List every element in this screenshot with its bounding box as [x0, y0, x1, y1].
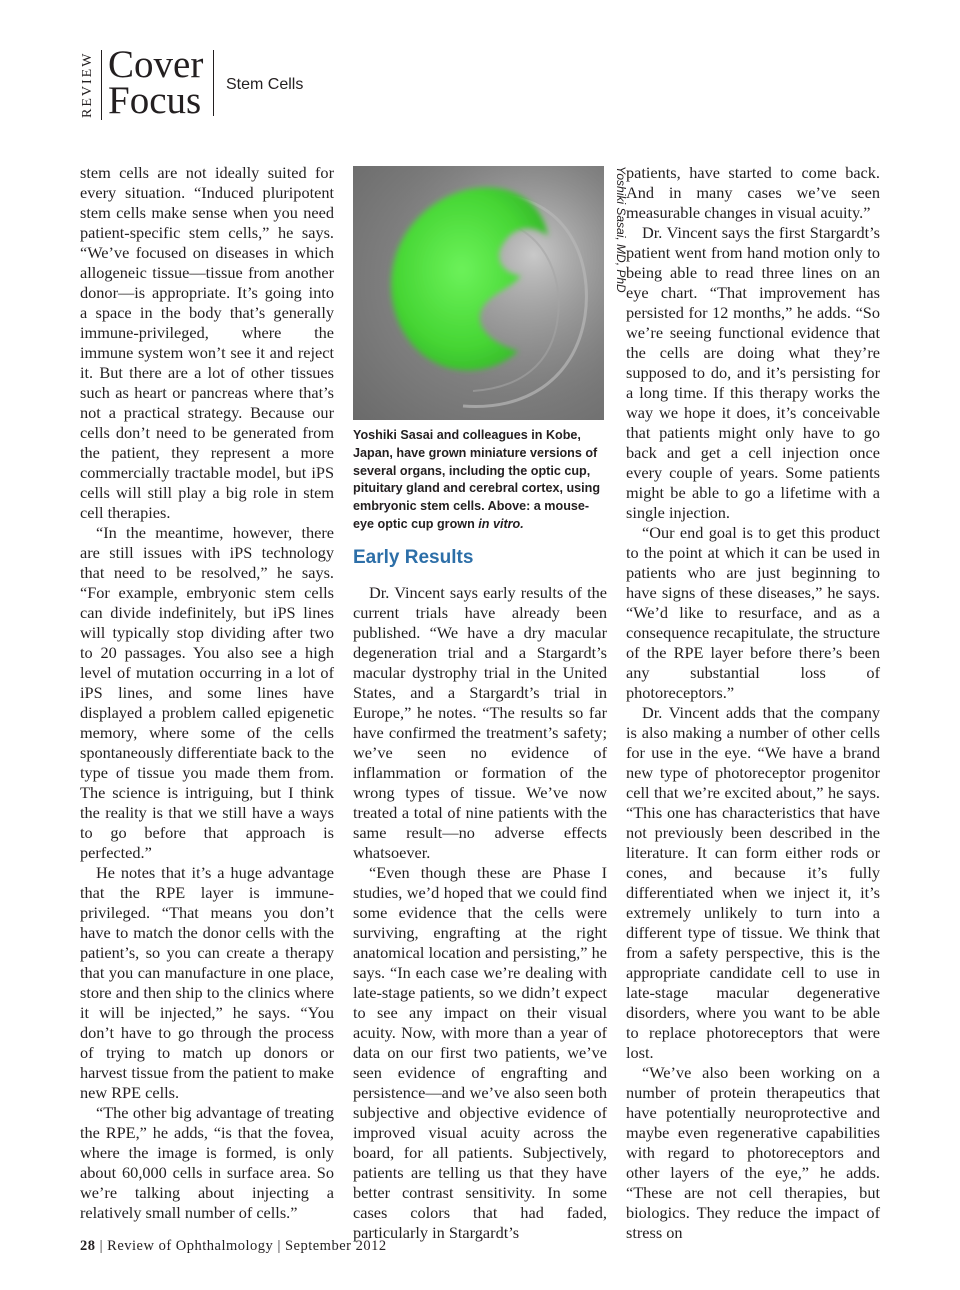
photo-credit: Yoshiki Sasai, MD, PhD [614, 166, 628, 293]
column-1-paragraph: He notes that it’s a huge advantage that the RPE layer is immune-privileged. “That means you don’t have to match the donor cells with the patient’s, so you can create a therapy that you can manufacture in one place, store and then ship to the clinics where it will be injected,” he says. “You don’t have to go through the process of trying to match up donors or harvest tissue from the patient to make new RPE cells. [80, 863, 334, 1102]
cover-focus-title [108, 43, 204, 122]
article-column-2 [353, 583, 607, 1243]
column-3-paragraph: patients, have started to come back. And in many cases we’ve seen measurable changes in visual acuity.” [626, 163, 880, 222]
figure-caption [353, 427, 607, 534]
page-footer [80, 1238, 387, 1255]
caption-italic: in vitro. [478, 516, 524, 531]
cover-focus-line-1: Cover [108, 43, 204, 86]
review-vertical-label: REVIEW [80, 51, 95, 118]
cover-focus-line-2: Focus [108, 79, 202, 122]
column-2-paragraph: Dr. Vincent says early results of the current trials have already been published. “We have a dry macular degeneration trial and a Stargardt’s macular dystrophy trial in the United States, and a Stargardt’s trial in Europe,” he notes. “The results so far have confirmed the treatment’s safety; we’ve seen no evidence of inflammation or formation of the wrong types of tissue. We’ve now treated a total of nine patients with the same result—no adverse effects whatsoever. [353, 583, 607, 862]
journal-name: Review of Ophthalmology [107, 1238, 274, 1254]
footer-separator: | [277, 1238, 281, 1254]
column-1-paragraph: stem cells are not ideally suited for every situation. “Induced pluripotent stem cells make sense when you need patient-specific stem cells,” he says. “We’ve focused on diseases in which allogeneic tissue—tissue from another donor—is appropriate. It’s going into a space in the body that’s generally immune-privileged, where the immune system won’t see it and reject it. But there are a lot of other tissues such as heart or pancreas where that’s not a practical strategy. Because our cells don’t need to be generated from the patient, they represent a more commercially tractable model, but iPS cells will still play a big role in stem cell therapies. [80, 163, 334, 522]
footer-separator: | [99, 1238, 104, 1254]
issue-date: September 2012 [284, 1238, 387, 1254]
column-2-paragraph: “Even though these are Phase I studies, we’d hoped that we could find some evidence that the cells were surviving, engrafting at the right anatomical location and persisting,” he says. “In each case we’re dealing with late-stage patients, so we didn’t expect to see any impact on their visual acuity. Now, with more than a year of data on our first two patients, we’ve seen evidence of engrafting and persistence—and we’ve also seen both subjective and objective evidence of improved visual acuity across the board, for all patients. Subjectively, patients are telling us that they have better contrast sensitivity. In some cases colors that had faded, particularly in Stargardt’s [353, 863, 607, 1242]
header-rule-left [101, 50, 102, 120]
column-1-paragraph: “In the meantime, however, there are still issues with iPS technology that need to be resolved,” he says. “For example, embryonic stem cells can divide indefinitely, but iPS lines will typically stop dividing after two to 20 passages. You also see a high level of mutation occurring in a lot of iPS lines, and some lines have displayed a problem called epigenetic memory, where some of the cells spontaneously differentiate back to the type of tissue you made them from. The science is intriguing, but I think the reality is that we still have a ways to go before that approach is perfected.” [80, 523, 334, 862]
column-3-paragraph: Dr. Vincent says the first Stargardt’s patient went from hand motion only to being able to read three lines on an eye chart. “That improvement has persisted for 12 months,” he adds. “So we’re seeing functional evidence that the cells are doing what they’re supposed to do, and it’s persisting for a long time. If this therapy works the way we hope it does, it’s conceivable that patients might only have to go back and get a cell injection once every couple of years. Some patients might be able to go a lifetime with a single injection. [626, 223, 880, 522]
page-number: 28 [80, 1238, 96, 1254]
section-tag: Stem Cells [226, 76, 304, 93]
column-3-paragraph: “Our end goal is to get this product to the point at which it can be used in patients who are just beginning to have signs of these diseases,” he says. “We’d like to resurface, and as a consequence recapitulate, the structure of the RPE layer before there’s been any substantial loss of photoreceptors.” [626, 523, 880, 702]
optic-cup-image-icon [353, 166, 604, 420]
column-1-paragraph: “The other big advantage of treating the RPE,” he adds, “is that the fovea, where the image is formed, is only about 60,000 cells in surface area. So we’re talking about injecting a relatively small number of cells.” [80, 1103, 334, 1222]
column-3-paragraph: “We’ve also been working on a number of protein therapeutics that have potentially neuroprotective and maybe even regenerative capabilities with regard to photoreceptors and other layers of the eye,” he adds. “These are not cell therapies, but biologics. They reduce the impact of stress on [626, 1063, 880, 1242]
header-rule-right [213, 50, 214, 116]
caption-text: Yoshiki Sasai and colleagues in Kobe, Japan, have grown miniature versions of several organs, including the optic cup, pituitary gland and cerebral cortex, using embryonic stem cells. Above: a mouse-eye optic cup grown [353, 428, 601, 531]
article-column-3 [626, 163, 880, 1243]
optic-cup-micrograph [353, 166, 604, 420]
subhead-early-results: Early Results [353, 547, 474, 568]
column-3-paragraph: Dr. Vincent adds that the company is also making a number of other cells for use in the eye. “We have a brand new type of photoreceptor progenitor cell that we’re excited about,” he says. “This one has characteristics that have not previously been described in the literature. It can form either rods or cones, and because it’s fully differentiated when we inject it, it’s extremely unlikely to turn into a different type of tissue. We think that from a safety perspective, this is the appropriate candidate cell to use in late-stage macular degenerative disorders, where you want to be able to replace photoreceptors that were lost. [626, 703, 880, 1062]
article-column-1 [80, 163, 334, 1223]
